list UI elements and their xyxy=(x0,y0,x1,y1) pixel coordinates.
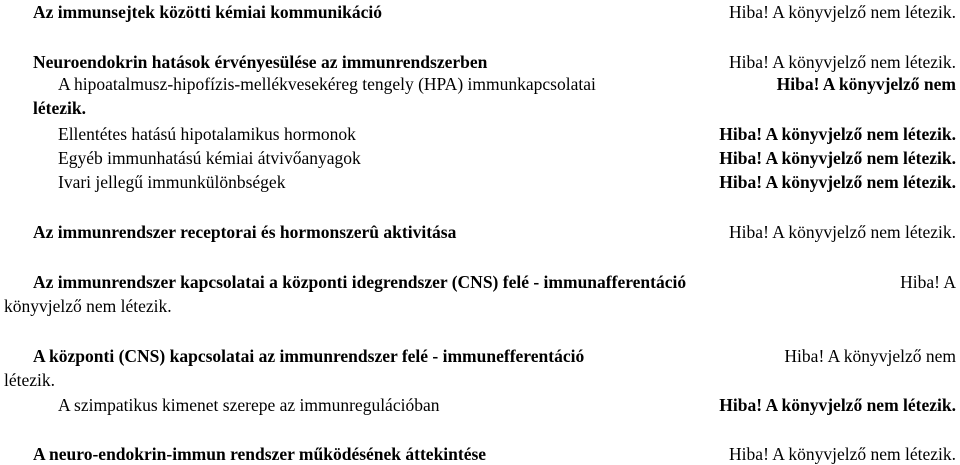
toc-error-sympathetic: Hiba! A könyvjelző nem létezik. xyxy=(719,395,956,415)
toc-entry-opposing-hormones[interactable]: Ellentétes hatású hipotalamikus hormonok xyxy=(58,124,356,144)
toc-error-hpa: Hiba! A könyvjelző nem xyxy=(776,74,956,94)
toc-error-neuroendocrine: Hiba! A könyvjelző nem létezik. xyxy=(729,52,956,72)
toc-entry-immunefferent[interactable]: A központi (CNS) kapcsolatai az immunrendszer felé - immunefferentáció xyxy=(33,346,585,366)
toc-error-opposing-hormones: Hiba! A könyvjelző nem létezik. xyxy=(719,124,956,144)
toc-entry-chem-comm[interactable]: Az immunsejtek közötti kémiai kommunikáció xyxy=(33,2,383,22)
toc-entry-hpa[interactable]: A hipoatalmusz-hipofízis-mellékvesekéreg tengely (HPA) immunkapcsolatai xyxy=(58,74,596,94)
toc-error-overview: Hiba! A könyvjelző nem létezik. xyxy=(729,444,956,464)
toc-error-immunafferent-continued: könyvjelző nem létezik. xyxy=(4,296,172,316)
toc-entry-neuroendocrine[interactable]: Neuroendokrin hatások érvényesülése az immunrendszerben xyxy=(33,52,488,72)
toc-error-hpa-continued: létezik. xyxy=(33,98,86,118)
toc-error-immunafferent: Hiba! A xyxy=(900,272,956,292)
toc-error-sex-differences: Hiba! A könyvjelző nem létezik. xyxy=(719,172,956,192)
toc-entry-other-mediators[interactable]: Egyéb immunhatású kémiai átvivőanyagok xyxy=(58,148,361,168)
toc-error-receptors: Hiba! A könyvjelző nem létezik. xyxy=(729,222,956,242)
toc-entry-sympathetic[interactable]: A szimpatikus kimenet szerepe az immunregulációban xyxy=(58,395,440,415)
toc-entry-receptors[interactable]: Az immunrendszer receptorai és hormonszerû aktivitása xyxy=(33,222,457,242)
toc-error-immunefferent: Hiba! A könyvjelző nem xyxy=(784,346,956,366)
toc-entry-immunafferent[interactable]: Az immunrendszer kapcsolatai a központi idegrendszer (CNS) felé - immunafferentáció xyxy=(33,272,687,292)
toc-error-other-mediators: Hiba! A könyvjelző nem létezik. xyxy=(719,148,956,168)
toc-entry-overview[interactable]: A neuro-endokrin-immun rendszer működésének áttekintése xyxy=(33,444,487,464)
toc-error-immunefferent-continued: létezik. xyxy=(4,370,56,390)
toc-entry-sex-differences[interactable]: Ivari jellegű immunkülönbségek xyxy=(58,172,286,192)
toc-error-chem-comm: Hiba! A könyvjelző nem létezik. xyxy=(729,2,956,22)
